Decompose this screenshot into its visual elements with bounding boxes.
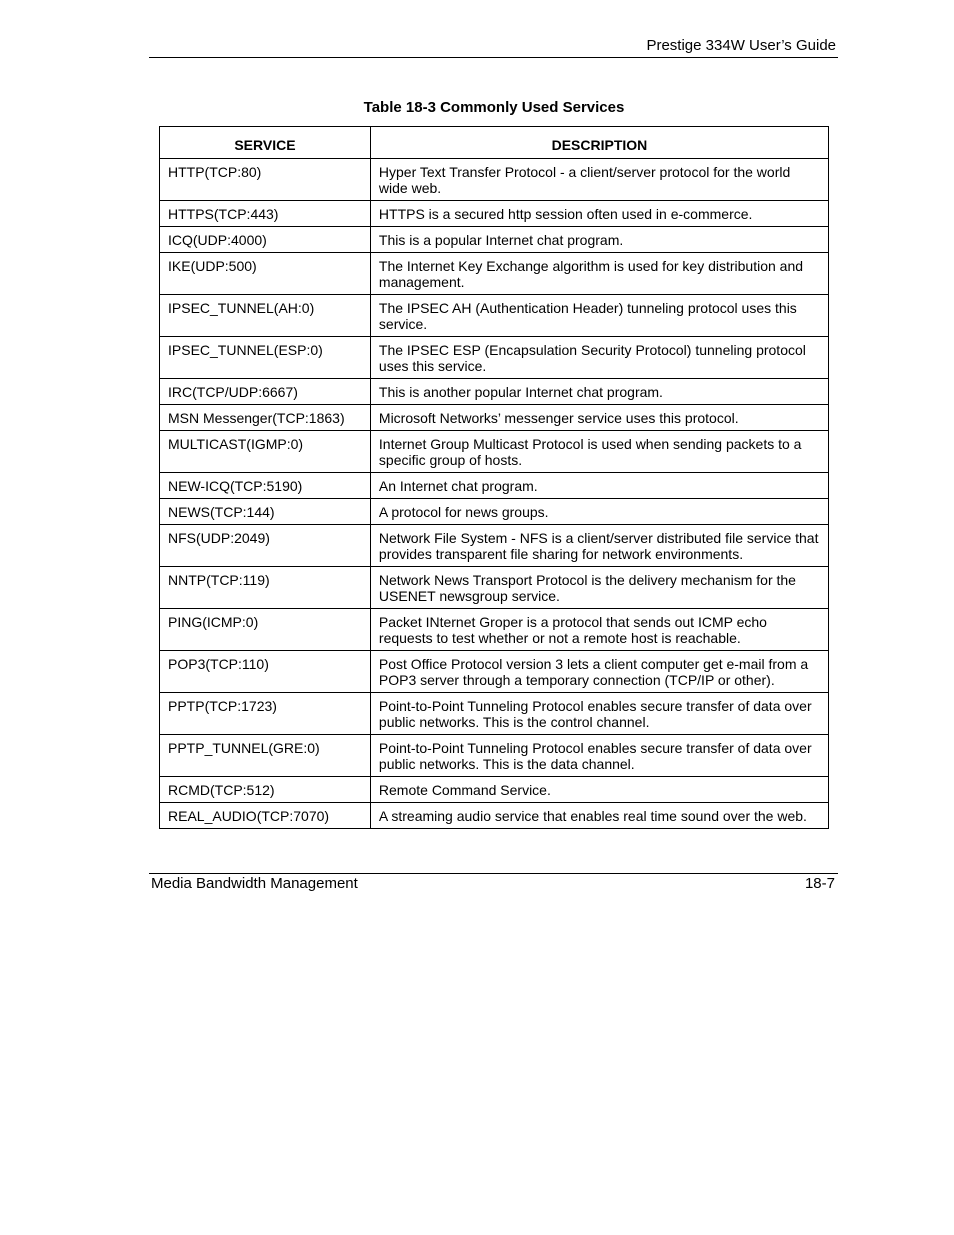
description-cell: Point-to-Point Tunneling Protocol enables secure transfer of data over public networks. This is the control channel. — [370, 693, 828, 735]
description-cell: A streaming audio service that enables real time sound over the web. — [370, 803, 828, 829]
description-cell: A protocol for news groups. — [370, 499, 828, 525]
description-cell: Network News Transport Protocol is the delivery mechanism for the USENET newsgroup service. — [370, 567, 828, 609]
services-table — [159, 126, 829, 829]
service-cell: HTTPS(TCP:443) — [160, 201, 371, 227]
service-cell: POP3(TCP:110) — [160, 651, 371, 693]
service-cell: IPSEC_TUNNEL(ESP:0) — [160, 337, 371, 379]
description-cell: Packet INternet Groper is a protocol that sends out ICMP echo requests to test whether or not a remote host is reachable. — [370, 609, 828, 651]
table-row — [160, 777, 829, 803]
table-row — [160, 379, 829, 405]
description-cell: Post Office Protocol version 3 lets a client computer get e-mail from a POP3 server through a temporary connection (TCP/IP or other). — [370, 651, 828, 693]
table-header-row — [160, 127, 829, 159]
service-cell: PING(ICMP:0) — [160, 609, 371, 651]
service-cell: NEW-ICQ(TCP:5190) — [160, 473, 371, 499]
description-cell: Network File System - NFS is a client/server distributed file service that provides transparent file sharing for network environments. — [370, 525, 828, 567]
footer-divider — [149, 873, 838, 874]
table-row — [160, 803, 829, 829]
description-cell: The IPSEC AH (Authentication Header) tunneling protocol uses this service. — [370, 295, 828, 337]
table-row — [160, 253, 829, 295]
description-cell: An Internet chat program. — [370, 473, 828, 499]
description-cell: Point-to-Point Tunneling Protocol enables secure transfer of data over public networks. This is the data channel. — [370, 735, 828, 777]
table-row — [160, 473, 829, 499]
footer-section-title: Media Bandwidth Management — [151, 875, 358, 892]
page-number: 18-7 — [804, 875, 835, 892]
header-divider — [149, 57, 838, 58]
service-cell: MULTICAST(IGMP:0) — [160, 431, 371, 473]
table-row — [160, 159, 829, 201]
table-row — [160, 405, 829, 431]
service-cell: PPTP_TUNNEL(GRE:0) — [160, 735, 371, 777]
table-row — [160, 295, 829, 337]
table-row — [160, 735, 829, 777]
description-cell: Microsoft Networks’ messenger service uses this protocol. — [370, 405, 828, 431]
service-cell: HTTP(TCP:80) — [160, 159, 371, 201]
table-row — [160, 609, 829, 651]
service-cell: PPTP(TCP:1723) — [160, 693, 371, 735]
service-cell: REAL_AUDIO(TCP:7070) — [160, 803, 371, 829]
service-cell: IKE(UDP:500) — [160, 253, 371, 295]
table-row — [160, 227, 829, 253]
table-row — [160, 431, 829, 473]
description-cell: Remote Command Service. — [370, 777, 828, 803]
description-cell: The Internet Key Exchange algorithm is used for key distribution and management. — [370, 253, 828, 295]
table-caption: Table 18-3 Commonly Used Services — [363, 99, 625, 116]
description-cell: Hyper Text Transfer Protocol - a client/server protocol for the world wide web. — [370, 159, 828, 201]
description-cell: This is a popular Internet chat program. — [370, 227, 828, 253]
description-cell: HTTPS is a secured http session often used in e-commerce. — [370, 201, 828, 227]
service-cell: IRC(TCP/UDP:6667) — [160, 379, 371, 405]
description-cell: Internet Group Multicast Protocol is used when sending packets to a specific group of hosts. — [370, 431, 828, 473]
table-row — [160, 651, 829, 693]
description-cell: This is another popular Internet chat program. — [370, 379, 828, 405]
column-header-service: SERVICE — [160, 127, 371, 159]
service-cell: IPSEC_TUNNEL(AH:0) — [160, 295, 371, 337]
service-cell: ICQ(UDP:4000) — [160, 227, 371, 253]
service-cell: NNTP(TCP:119) — [160, 567, 371, 609]
table-row — [160, 525, 829, 567]
table-row — [160, 499, 829, 525]
table-row — [160, 337, 829, 379]
table-row — [160, 201, 829, 227]
table-body — [160, 159, 829, 829]
column-header-description: DESCRIPTION — [370, 127, 828, 159]
table-row — [160, 567, 829, 609]
service-cell: NFS(UDP:2049) — [160, 525, 371, 567]
description-cell: The IPSEC ESP (Encapsulation Security Protocol) tunneling protocol uses this service. — [370, 337, 828, 379]
page-header-title: Prestige 334W User’s Guide — [646, 37, 836, 54]
table-row — [160, 693, 829, 735]
service-cell: MSN Messenger(TCP:1863) — [160, 405, 371, 431]
service-cell: RCMD(TCP:512) — [160, 777, 371, 803]
service-cell: NEWS(TCP:144) — [160, 499, 371, 525]
